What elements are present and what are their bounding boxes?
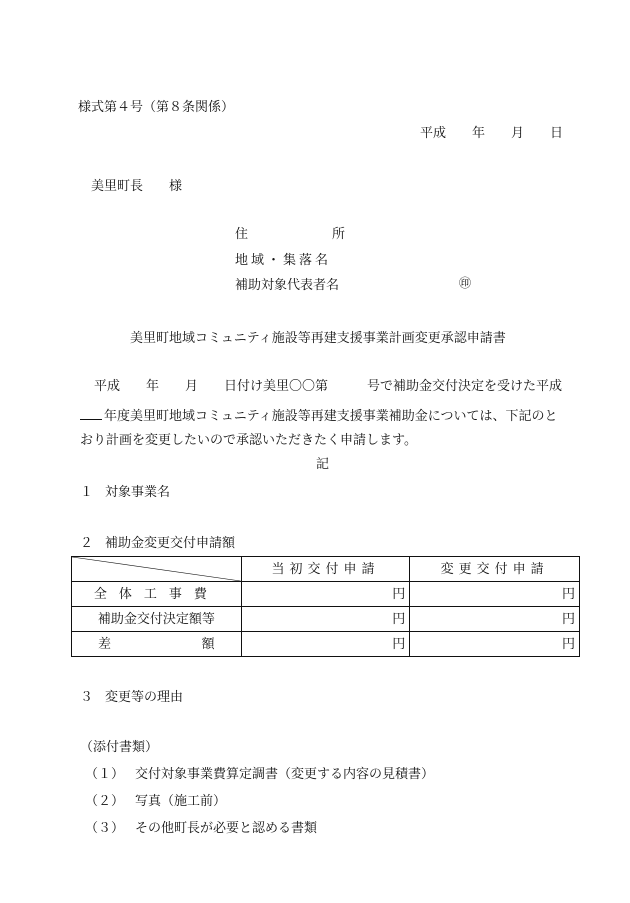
- body-line-2: 年度美里町地域コミュニティ施設等再建支援事業補助金については、下記のと: [104, 409, 558, 424]
- form-number: 様式第４号（第８条関係）: [78, 100, 235, 115]
- body-line-3: おり計画を変更したいので承認いただきたく申請します。: [80, 433, 417, 448]
- applicant-area-row: [235, 254, 331, 267]
- attachment-text: その他町長が必要と認める書類: [135, 821, 318, 836]
- area-label: 地域・集落名: [235, 253, 332, 268]
- applicant-representative-row: [235, 279, 339, 292]
- table-row: [72, 632, 580, 657]
- table-row: [72, 582, 580, 607]
- date-year: 年: [472, 126, 486, 141]
- addressee-honorific: 様: [169, 179, 183, 194]
- diagonal-header-cell: [72, 557, 242, 582]
- section-1-heading: [80, 486, 170, 499]
- ki-marker: 記: [316, 457, 330, 472]
- row-label-total-cost: 全体工事費: [72, 582, 242, 607]
- attachment-number: （１）: [85, 767, 125, 782]
- table-row: [72, 607, 580, 632]
- section-1-number: １: [80, 485, 94, 500]
- attachment-item: [85, 822, 317, 835]
- attachment-number: （２）: [85, 794, 125, 809]
- applicant-address-row: [235, 228, 345, 241]
- address-label: 住所: [235, 227, 345, 242]
- seal-mark: ㊞: [459, 276, 472, 290]
- amounts-table: [71, 556, 580, 657]
- attachment-number: （３）: [85, 821, 125, 836]
- representative-label: 補助対象代表者名: [235, 278, 340, 293]
- attachments-heading: （添付書類）: [80, 740, 159, 755]
- diagonal-line: [72, 557, 241, 581]
- grant-change-amount: 円: [410, 607, 580, 632]
- document-title: 美里町地域コミュニティ施設等再建支援事業計画変更承認申請書: [130, 331, 506, 346]
- total-cost-original-amount: 円: [241, 582, 410, 607]
- table-header-row: [72, 557, 580, 582]
- row-label-difference: 差額: [72, 632, 242, 657]
- grant-original-amount: 円: [241, 607, 410, 632]
- row-label-grant-amount: 補助金交付決定額等: [72, 607, 242, 632]
- body-line-1: 平成 年 月 日付け美里〇〇第 号で補助金交付決定を受けた平成: [94, 379, 563, 394]
- section-3-heading: [80, 691, 183, 704]
- attachment-text: 交付対象事業費算定調書（変更する内容の見積書）: [135, 767, 435, 782]
- section-3-number: ３: [80, 690, 94, 705]
- section-2-heading: [80, 537, 235, 550]
- year-blank-underline: [80, 407, 102, 420]
- body-line-2-wrap: [80, 407, 557, 423]
- header-original: 当初交付申請: [241, 557, 410, 582]
- date-day: 日: [550, 126, 564, 141]
- attachment-item: [85, 795, 226, 808]
- section-2-number: ２: [80, 536, 94, 551]
- addressee-name: 美里町長: [91, 179, 144, 194]
- date-line: [420, 127, 563, 140]
- date-month: 月: [511, 126, 525, 141]
- attachment-text: 写真（施工前）: [135, 794, 227, 809]
- addressee: [91, 180, 182, 193]
- header-change: 変更交付申請: [410, 557, 580, 582]
- section-2-title: 補助金変更交付申請額: [105, 536, 236, 551]
- attachment-item: [85, 768, 434, 781]
- difference-change-amount: 円: [410, 632, 580, 657]
- total-cost-change-amount: 円: [410, 582, 580, 607]
- difference-original-amount: 円: [241, 632, 410, 657]
- date-era: 平成: [420, 126, 447, 141]
- section-1-title: 対象事業名: [105, 485, 171, 500]
- section-3-title: 変更等の理由: [105, 690, 184, 705]
